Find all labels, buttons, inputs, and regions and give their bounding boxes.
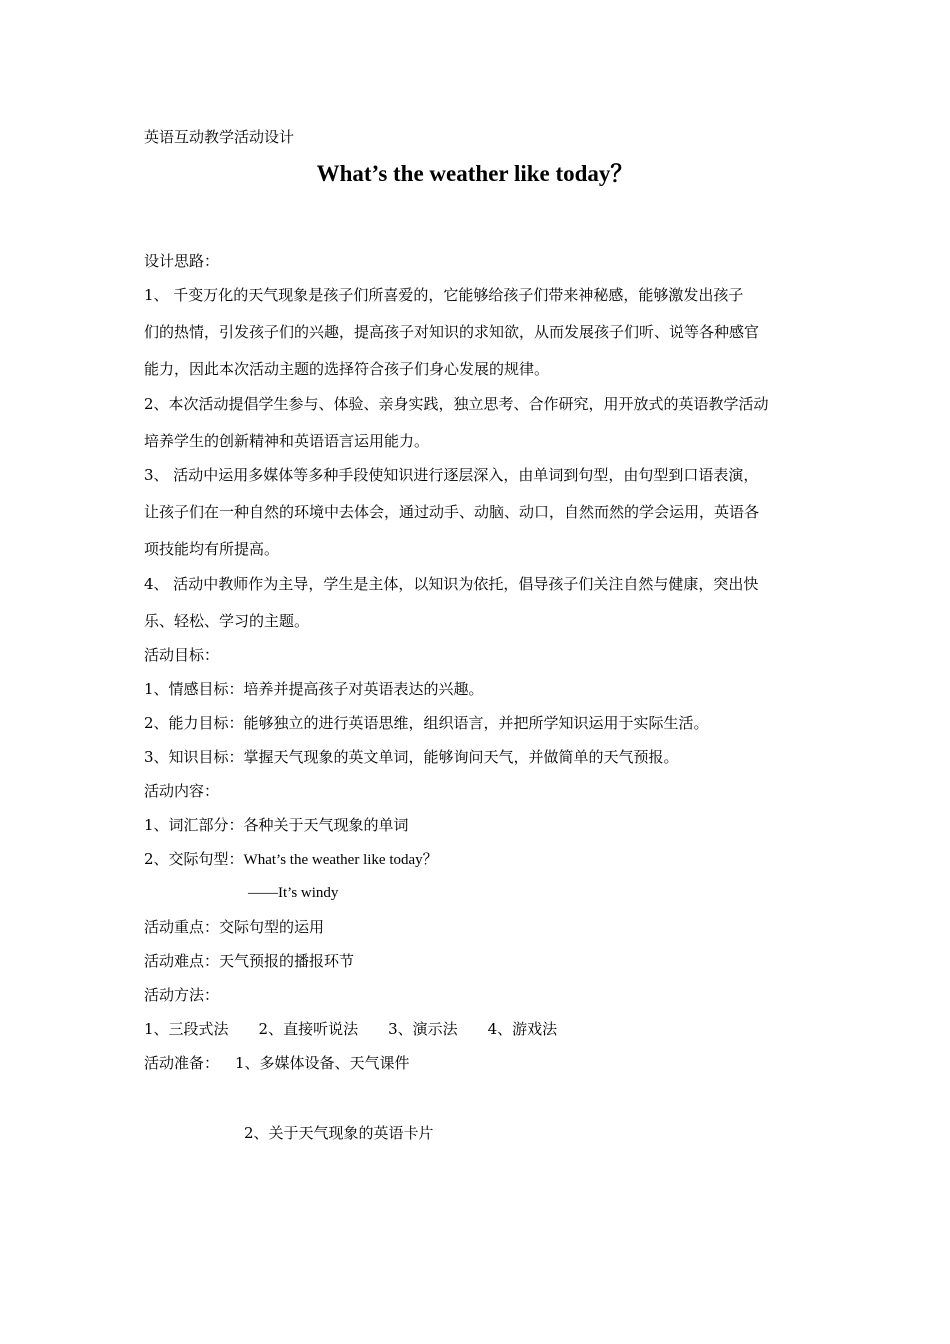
design-p4-line-2: 乐、轻松、学习的主题。 [144, 612, 310, 630]
preparation-line [144, 1052, 410, 1074]
activity-difficulty: 活动难点：天气预报的播报环节 [144, 952, 355, 970]
content-answer: ——It’s windy [248, 885, 339, 901]
method-item: 1、三段式法 [144, 1020, 229, 1038]
design-heading: 设计思路： [144, 252, 220, 270]
method-item: 3、演示法 [388, 1020, 458, 1038]
activity-focus: 活动重点：交际句型的运用 [144, 918, 325, 936]
goal-item: 2、能力目标：能够独立的进行英语思维，组织语言，并把所学知识运用于实际生活。 [144, 714, 709, 732]
goal-item: 1、情感目标：培养并提高孩子对英语表达的兴趣。 [144, 680, 484, 698]
preparation-item: 2、关于天气现象的英语卡片 [244, 1124, 434, 1142]
design-p3-line-2: 让孩子们在一种自然的环境中去体会，通过动手、动脑、动口，自然而然的学会运用，英语各 [144, 503, 760, 521]
goals-heading: 活动目标： [144, 646, 220, 664]
design-p3-line-3: 项技能均有所提高。 [144, 540, 280, 558]
method-item: 4、游戏法 [487, 1020, 558, 1038]
design-p1-line-2: 们的热情，引发孩子们的兴趣，提高孩子对知识的求知欲，从而发展孩子们听、说等各种感官 [144, 323, 760, 341]
goal-item: 3、知识目标：掌握天气现象的英文单词，能够询问天气，并做简单的天气预报。 [144, 748, 679, 766]
content-item-vocabulary: 1、词汇部分：各种关于天气现象的单词 [144, 816, 409, 834]
content-heading: 活动内容： [144, 782, 220, 800]
design-p2-line-1: 2、本次活动提倡学生参与、体验、亲身实践，独立思考、合作研究，用开放式的英语教学活动 [144, 395, 769, 413]
content-item-sentence [144, 848, 438, 871]
preparation-label: 活动准备： [144, 1054, 220, 1072]
preparation-item: 1、多媒体设备、天气课件 [235, 1054, 410, 1072]
design-p3-line-1: 3、 活动中运用多媒体等多种手段使知识进行逐层深入，由单词到句型，由句型到口语表演， [144, 466, 759, 484]
content-item-sentence-label: 2、交际句型： [144, 850, 244, 868]
design-p2-line-2: 培养学生的创新精神和英语语言运用能力。 [144, 432, 430, 450]
document-label: 英语互动教学活动设计 [144, 128, 295, 146]
page-title: What’s the weather like today？ [316, 161, 634, 186]
design-p1-line-3: 能力，因此本次活动主题的选择符合孩子们身心发展的规律。 [144, 360, 550, 378]
design-p4-line-1: 4、 活动中教师作为主导，学生是主体，以知识为依托，倡导孩子们关注自然与健康，突出快 [144, 575, 759, 593]
design-p1-line-1: 1、 千变万化的天气现象是孩子们所喜爱的，它能够给孩子们带来神秘感，能够激发出孩子 [144, 286, 744, 304]
content-item-sentence-text: What’s the weather like today？ [243, 852, 438, 868]
methods-list [144, 1018, 557, 1040]
methods-heading: 活动方法： [144, 986, 220, 1004]
method-item: 2、直接听说法 [258, 1020, 359, 1038]
